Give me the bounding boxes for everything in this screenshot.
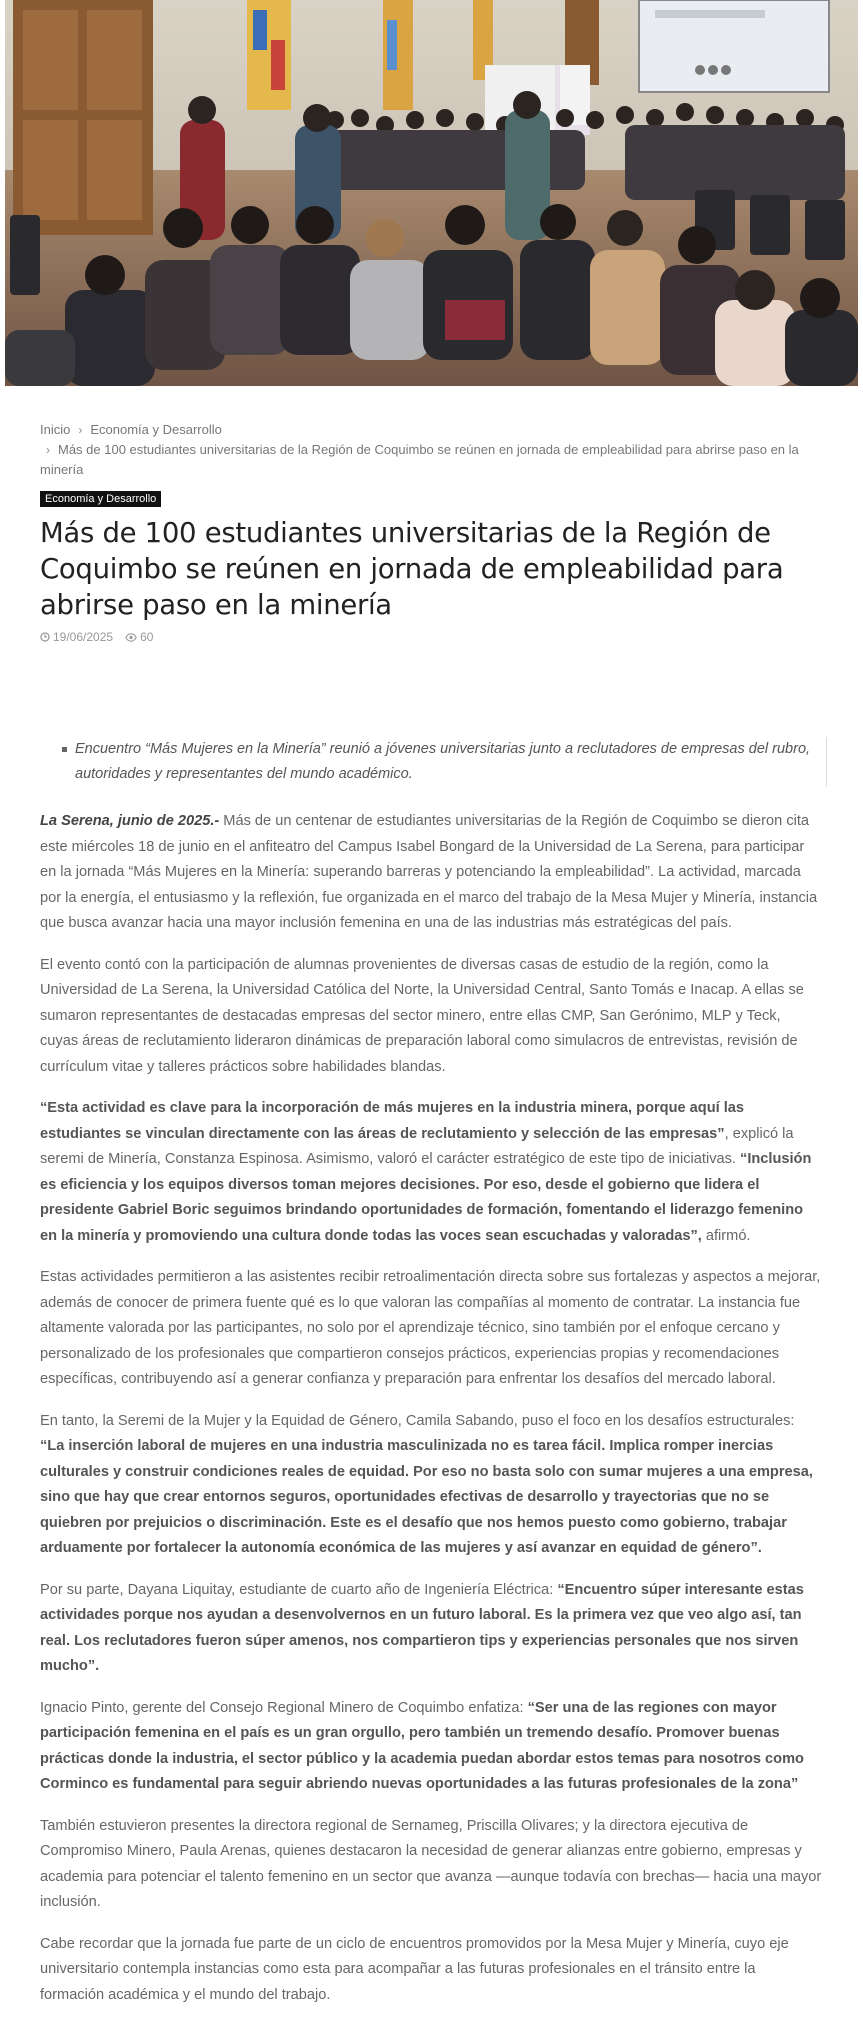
article-date: 19/06/2025 xyxy=(53,630,114,644)
lead-text: Encuentro “Más Mujeres en la Minería” reunió a jóvenes universitarias junto a reclutadores de empresas del rubro, autoridades y representantes del mundo académico. xyxy=(75,741,811,782)
paragraph: Cabe recordar que la jornada fue parte de un ciclo de encuentros promovidos por la Mesa Mujer y Minería, cuyo eje universitario contempla instancias como esta para acompañar a las futuras profesionales en el tránsito entre la formación académica y el mundo del trabajo. xyxy=(40,1935,789,2003)
category-badge[interactable]: Economía y Desarrollo xyxy=(40,491,161,507)
article-views: 60 xyxy=(140,630,154,644)
paragraph-text: Por su parte, Dayana Liquitay, estudiante de cuarto año de Ingeniería Eléctrica: xyxy=(40,1581,558,1598)
paragraph-text: Más de un centenar de estudiantes universitarias de la Región de Coquimbo se dieron cita este miércoles 18 de junio en el anfiteatro del Campus Isabel Bongard de la Universidad de La Serena, para participar en la jornada “Más Mujeres en la Minería: superando barreras y potenciando la empleabilidad”. La actividad, marcada por la energía, el entusiasmo y la reflexión, fue organizada en el marco del trabajo de la Mesa Mujer y Minería, instancia que busca avanzar hacia una mayor inclusión femenina en una de las industrias más estratégicas del país. xyxy=(40,813,818,931)
quote: “La inserción laboral de mujeres en una industria masculinizada no es tarea fácil. Implica romper inercias culturales y construir condiciones reales de equidad. Por eso no basta solo con sumar mujeres a una empresa, sino que hay que crear entornos seguros, oportunidades efectivas de desarrollo y trayectorias que no se quiebren por prejuicios o discriminación. Este es el desafío que nos hemos puesto como gobierno, trabajar arduamente por fortalecer la autonomía económica de las mujeres y así avanzar en equidad de género”. xyxy=(40,1438,813,1556)
article-meta xyxy=(40,630,153,644)
breadcrumb xyxy=(40,420,810,479)
date-meta xyxy=(40,630,113,644)
photo-icon xyxy=(5,0,858,386)
breadcrumb-current-line xyxy=(40,440,810,479)
paragraph: El evento contó con la participación de alumnas provenientes de diversas casas de estudio de la región, como la Universidad de La Serena, la Universidad Católica del Norte, la Universidad Central, Santo Tomás e Inacap. A ellas se sumaron representantes de destacadas empresas del sector minero, entre ellas CMP, San Gerónimo, MLP y Teck, cuyas áreas de reclutamiento lideraron dinámicas de preparación laboral como simulacros de entrevistas, revisión de currículum vitae y talleres prácticos sobre habilidades blandas. xyxy=(40,956,804,1075)
article-body xyxy=(40,809,822,2024)
breadcrumb-section-link[interactable]: Economía y Desarrollo xyxy=(90,422,222,437)
quote: “Inclusión es eficiencia y los equipos diversos toman mejores decisiones. Por eso, desde el gobierno que lidera el presidente Gabriel Boric seguimos brindando oportunidades de formación, fomentando el liderazgo femenino en la minería y promoviendo una cultura donde todas las voces sean escuchadas y valoradas”, xyxy=(40,1151,812,1244)
clock-icon xyxy=(40,632,50,642)
paragraph xyxy=(40,1409,822,1562)
paragraph-text: , explicó la seremi de Minería, Constanza Espinosa. Asimismo, valoró el carácter estratégico de este tipo de iniciativas. xyxy=(40,1125,794,1167)
paragraph-text: Ignacio Pinto, gerente del Consejo Regional Minero de Coquimbo enfatiza: xyxy=(40,1699,528,1716)
views-meta xyxy=(125,630,153,644)
quote: “Esta actividad es clave para la incorporación de más mujeres en la industria minera, porque aquí las estudiantes se vinculan directamente con las áreas de reclutamiento y selección de las empresas” xyxy=(40,1100,745,1142)
hero-photo xyxy=(5,0,858,386)
paragraph-text: En tanto, la Seremi de la Mujer y la Equidad de Género, Camila Sabando, puso el foco en los desafíos estructurales: xyxy=(40,1412,795,1429)
paragraph xyxy=(40,1696,822,1798)
breadcrumb-home-link[interactable]: Inicio xyxy=(40,422,71,437)
bullet-icon xyxy=(62,747,67,752)
article-title: Más de 100 estudiantes universitarias de la Región de Coquimbo se reúnen en jornada de empleabilidad para abrirse paso en la minería xyxy=(40,517,784,621)
breadcrumb-current: Más de 100 estudiantes universitarias de la Región de Coquimbo se reúnen en jornada de empleabilidad para abrirse paso en la minería xyxy=(40,442,799,477)
quote: “Encuentro súper interesante estas actividades porque nos ayudan a desenvolvernos en un futuro laboral. Es la primera vez que veo algo así, tan real. Los reclutadores fueron súper amenos, nos compartieron tips y experiencias personales que nos sirven mucho”. xyxy=(40,1581,804,1674)
chevron-right-icon: › xyxy=(78,423,83,437)
paragraph xyxy=(40,809,822,937)
article-lead xyxy=(60,737,827,787)
eye-icon xyxy=(125,633,137,642)
dateline: La Serena, junio de 2025.- xyxy=(40,813,220,829)
paragraph-text: afirmó. xyxy=(701,1227,751,1244)
paragraph xyxy=(40,1578,822,1680)
quote: “Ser una de las regiones con mayor participación femenina en el país es un gran orgullo, pero también un tremendo desafío. Promover buenas prácticas donde la industria, el sector público y la academia puedan abordar estos temas para nosotros como Corminco es fundamental para seguir abriendo nuevas oportunidades a las futuras profesionales de la zona” xyxy=(40,1699,804,1792)
paragraph: Estas actividades permitieron a las asistentes recibir retroalimentación directa sobre sus fortalezas y aspectos a mejorar, además de conocer de primera fuente qué es lo que valoran las compañías al momento de contratar. La instancia fue altamente valorada por las participantes, no solo por el aprendizaje técnico, sino también por el enfoque cercano y personalizado de los profesionales que compartieron consejos prácticos, experiencias propias y recomendaciones específicas, contribuyendo así a generar confianza y preparación para enfrentar los desafíos del mercado laboral. xyxy=(40,1269,821,1387)
chevron-right-icon: › xyxy=(46,443,50,457)
paragraph xyxy=(40,1096,822,1249)
paragraph: También estuvieron presentes la directora regional de Sernameg, Priscilla Olivares; y la directora ejecutiva de Compromiso Minero, Paula Arenas, quienes destacaron la necesidad de generar alianzas entre gobierno, empresas y academia para potenciar el talento femenino en un sector que avanza —aunque todavía con brechas— hacia una mayor inclusión. xyxy=(40,1817,822,1910)
